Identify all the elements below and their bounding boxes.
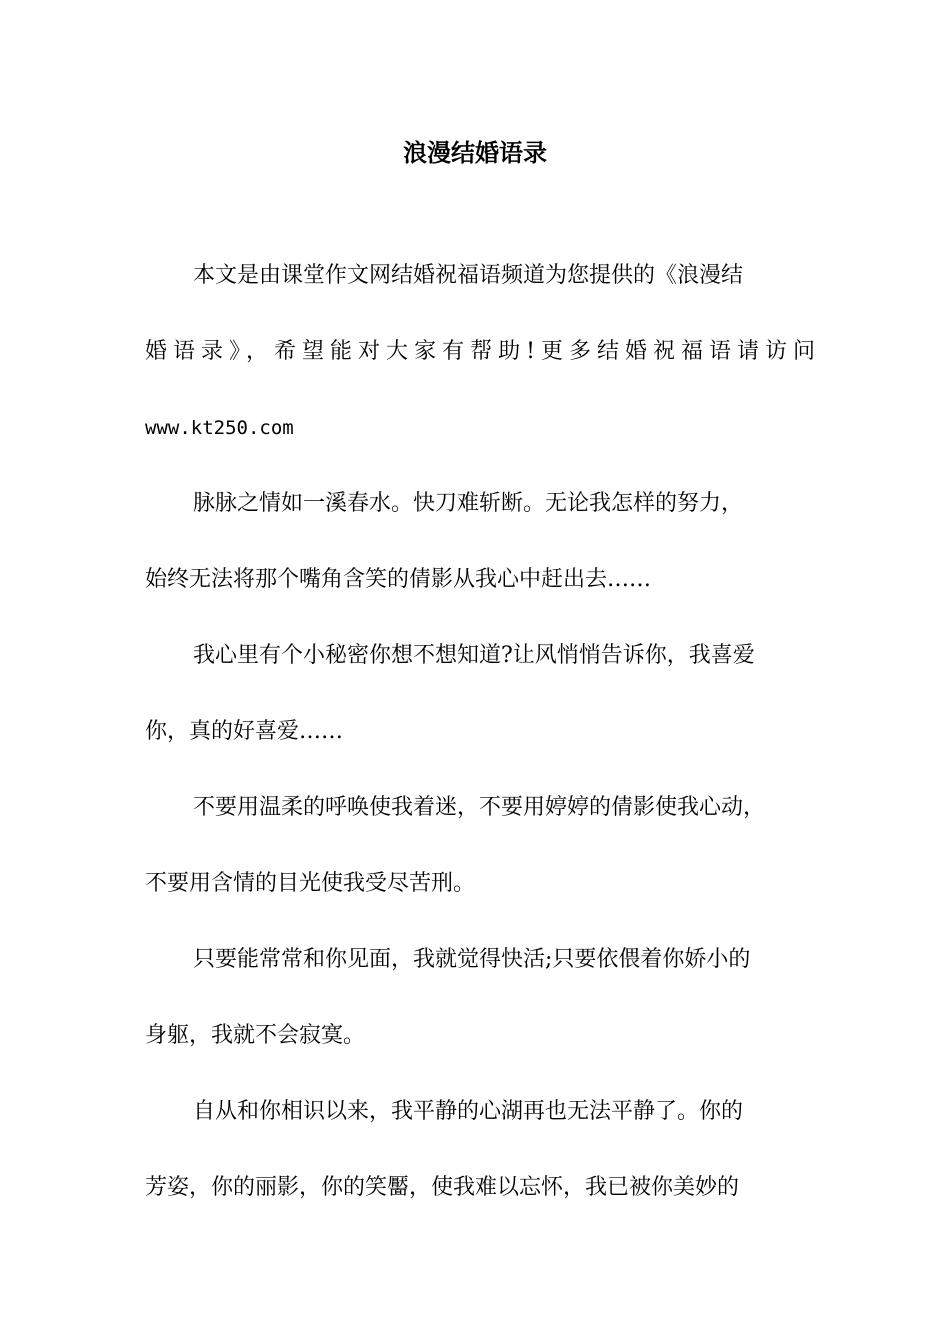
paragraph-line: 始终无法将那个嘴角含笑的倩影从我心中赶出去……	[145, 567, 652, 592]
paragraph-line: 婚语录》，希望能对大家有帮助!更多结婚祝福语请访问	[145, 339, 815, 364]
paragraph-line: 我心里有个小秘密你想不想知道?让风悄悄告诉你，我喜爱	[193, 643, 755, 668]
paragraph-line: 身躯，我就不会寂寞。	[145, 1023, 366, 1048]
paragraph-line: 你，真的好喜爱……	[145, 719, 344, 744]
paragraph-line: 脉脉之情如一溪春水。快刀难斩断。无论我怎样的努力，	[193, 491, 744, 516]
document-title: 浪漫结婚语录	[403, 138, 547, 167]
paragraph-line: 芳姿，你的丽影，你的笑靨，使我难以忘怀，我已被你美妙的	[145, 1175, 740, 1200]
paragraph-line-url: www.kt250.com	[145, 417, 294, 439]
paragraph-line: 不要用温柔的呼唤使我着迷，不要用婷婷的倩影使我心动，	[193, 795, 766, 820]
paragraph-line: 只要能常常和你见面，我就觉得快活;只要依偎着你娇小的	[193, 947, 751, 972]
paragraph-line: 自从和你相识以来，我平静的心湖再也无法平静了。你的	[193, 1099, 744, 1124]
paragraph-line: 不要用含情的目光使我受尽苦刑。	[145, 871, 476, 896]
paragraph-line: 本文是由课堂作文网结婚祝福语频道为您提供的《浪漫结	[193, 263, 744, 288]
